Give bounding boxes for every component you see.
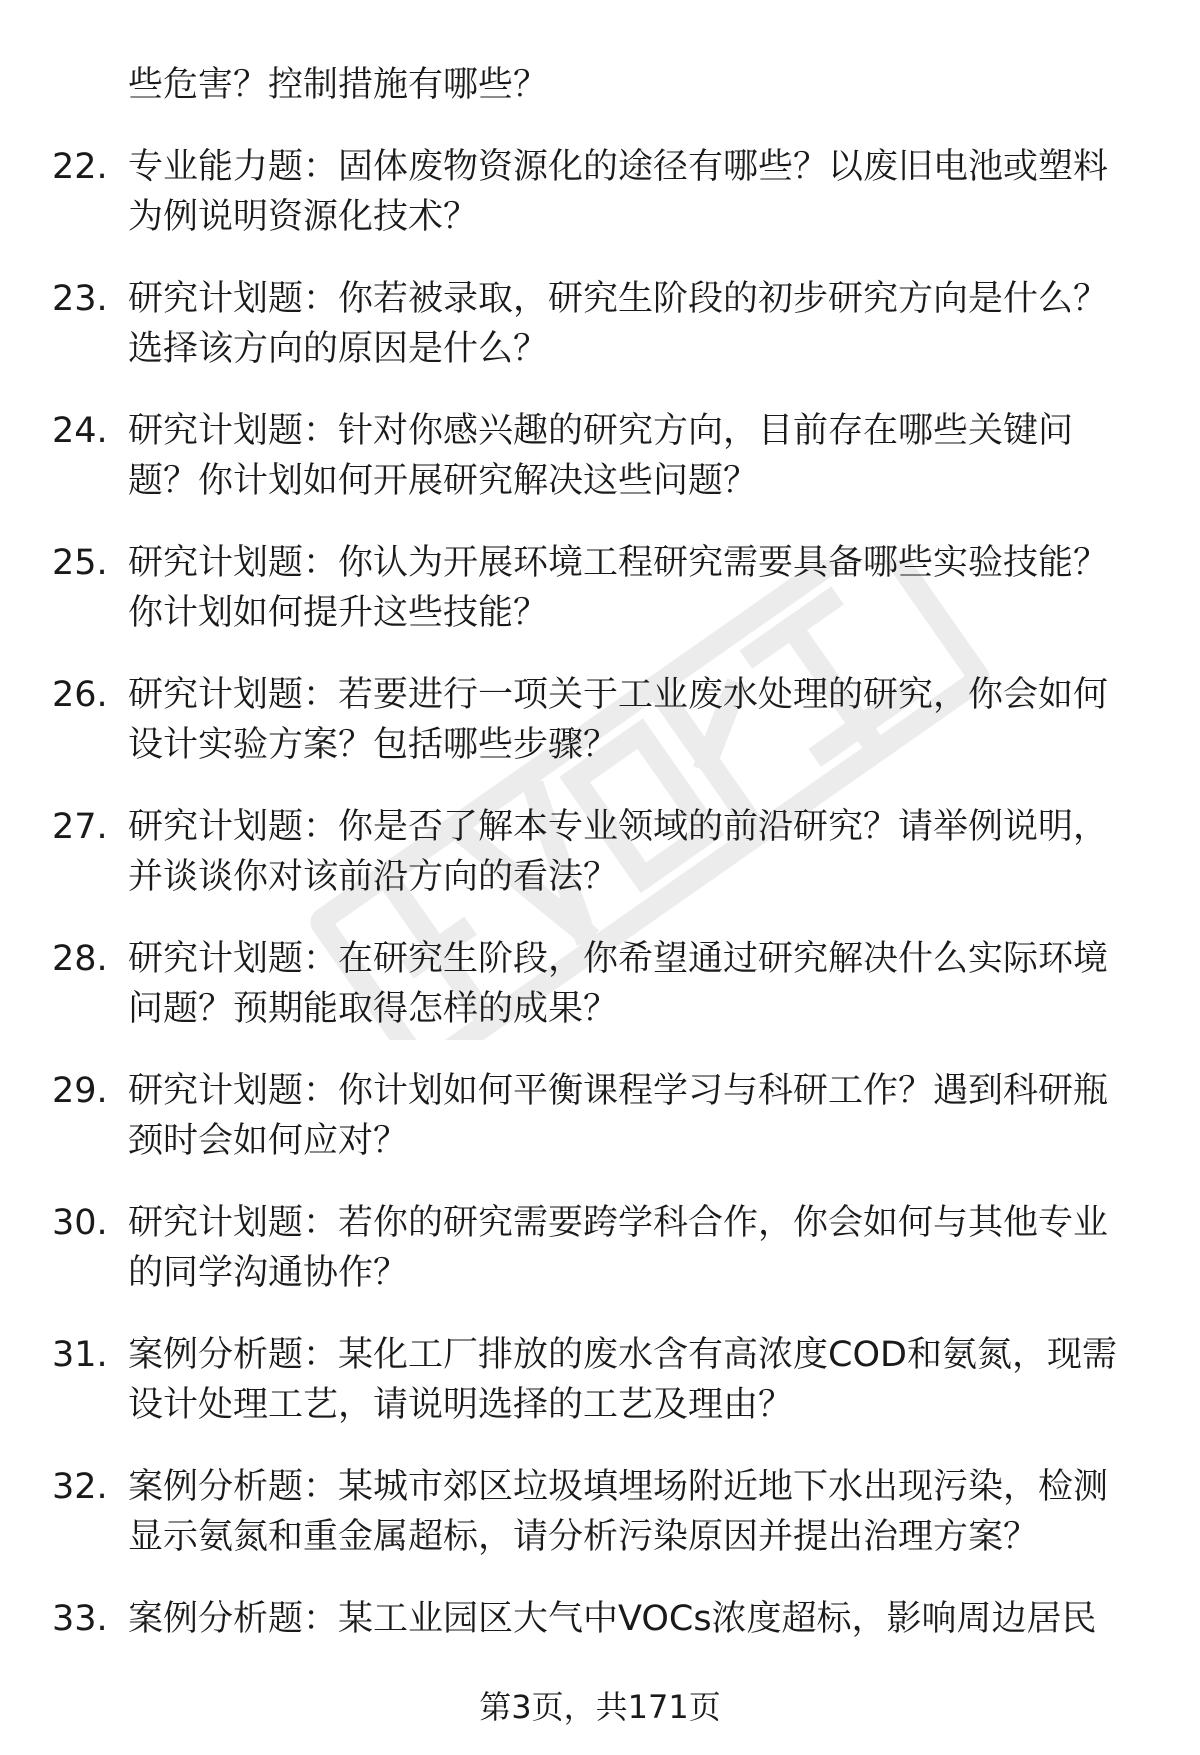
question-item (0, 802, 1200, 902)
question-item (0, 934, 1200, 1034)
question-number: 33. (52, 1599, 108, 1639)
question-number: 27. (52, 807, 108, 847)
question-text-line: 研究计划题：你认为开展环境工程研究需要具备哪些实验技能？ (128, 543, 1109, 583)
question-number: 26. (52, 675, 108, 715)
question-text-line: 题？你计划如何开展研究解决这些问题？ (128, 461, 759, 501)
question-text-line: 的同学沟通协作？ (128, 1253, 409, 1293)
question-number: 25. (52, 543, 108, 583)
continuation-text (0, 60, 1200, 110)
question-item (0, 1462, 1200, 1562)
question-item (0, 670, 1200, 770)
question-number: 32. (52, 1467, 108, 1507)
question-number: 31. (52, 1335, 108, 1375)
document-content (0, 60, 1200, 1726)
question-text-line: 研究计划题：在研究生阶段，你希望通过研究解决什么实际环境 (128, 939, 1109, 979)
question-item (0, 1594, 1200, 1694)
question-text-line: 案例分析题：某工业园区大气中VOCs浓度超标，影响周边居民 (128, 1599, 1097, 1639)
question-text-line: 专业能力题：固体废物资源化的途径有哪些？以废旧电池或塑料 (128, 147, 1109, 187)
question-item (0, 1198, 1200, 1298)
question-number: 22. (52, 147, 108, 187)
question-item (0, 1330, 1200, 1430)
question-item (0, 274, 1200, 374)
question-text-line: 问题？预期能取得怎样的成果？ (128, 989, 619, 1029)
question-text-line: 案例分析题：某化工厂排放的废水含有高浓度COD和氨氮，现需 (128, 1335, 1117, 1375)
question-text-line: 研究计划题：你计划如何平衡课程学习与科研工作？遇到科研瓶 (128, 1071, 1109, 1111)
question-item (0, 406, 1200, 506)
question-item (0, 538, 1200, 638)
question-text-line: 颈时会如何应对？ (128, 1121, 409, 1161)
continuation-line: 些危害？控制措施有哪些？ (128, 65, 549, 105)
question-item (0, 1066, 1200, 1166)
page-footer: 第3页，共171页 (479, 1688, 721, 1726)
question-number: 30. (52, 1203, 108, 1243)
question-text-line: 研究计划题：若要进行一项关于工业废水处理的研究，你会如何 (128, 675, 1109, 715)
question-text-line: 研究计划题：你是否了解本专业领域的前沿研究？请举例说明， (128, 807, 1109, 847)
question-text-line: 案例分析题：某城市郊区垃圾填埋场附近地下水出现污染，检测 (128, 1467, 1109, 1507)
question-text-line: 为例说明资源化技术？ (128, 197, 479, 237)
question-text-line: 设计实验方案？包括哪些步骤？ (128, 725, 619, 765)
question-text-line: 研究计划题：你若被录取，研究生阶段的初步研究方向是什么？ (128, 279, 1109, 319)
question-number: 23. (52, 279, 108, 319)
question-text-line: 你计划如何提升这些技能？ (128, 593, 549, 633)
question-text-line: 并谈谈你对该前沿方向的看法？ (128, 857, 619, 897)
question-text-line: 研究计划题：针对你感兴趣的研究方向，目前存在哪些关键问 (128, 411, 1074, 451)
question-number: 24. (52, 411, 108, 451)
question-text-line: 选择该方向的原因是什么？ (128, 329, 549, 369)
question-item (0, 142, 1200, 242)
question-list (0, 142, 1200, 1694)
question-number: 28. (52, 939, 108, 979)
question-number: 29. (52, 1071, 108, 1111)
question-text-line: 显示氨氮和重金属超标，请分析污染原因并提出治理方案？ (128, 1517, 1039, 1557)
question-text-line: 研究计划题：若你的研究需要跨学科合作，你会如何与其他专业 (128, 1203, 1109, 1243)
question-text-line: 设计处理工艺，请说明选择的工艺及理由？ (128, 1385, 794, 1425)
